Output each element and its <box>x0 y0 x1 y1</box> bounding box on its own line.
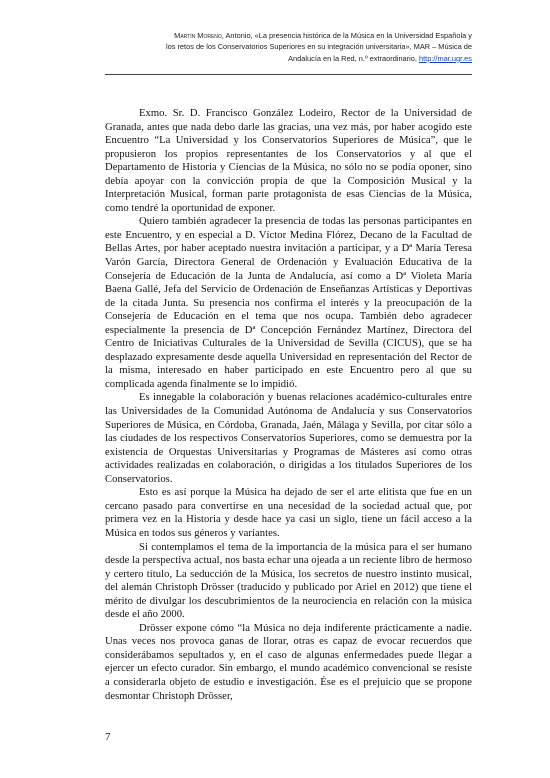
paragraph: Drösser expone cómo “la Música no deja indiferente prácticamente a nadie. Unas veces nos provoca ganas de llorar, otras es capaz de evocar recuerdos que considerábamos sepultados y, en el caso de algunas enfermedades puede llegar a ejercer un efecto curador. Sin embargo, el mundo académico convencional se resiste a considerarla objeto de estudio e investigación. Ése es el prejuicio que se propone desmontar Christoph Drösser, <box>105 622 472 702</box>
page-number: 7 <box>105 731 111 743</box>
header-line-1 <box>52 30 472 41</box>
header-line-2: los retos de los Conservatorios Superiores en su integración universitaria», MAR – Música de <box>165 42 472 52</box>
paragraph: Esto es así porque la Música ha dejado de ser el arte elitista que fue en un cercano pasado para convertirse en una necesidad de la sociedad actual que, por primera vez en la Historia y desde hace ya casi un siglo, tiene un fácil acceso a la Música en todos sus géneros y variantes. <box>105 487 472 539</box>
running-header <box>52 30 472 64</box>
header-line-1-text: , Antonio, «La presencia histórica de la Música en la Universidad Española y <box>221 31 472 40</box>
header-line-3-text: Andalucía en la Red, n.º extraordinario, <box>288 53 419 63</box>
paragraph: Quiero también agradecer la presencia de todas las personas participantes en este Encuentro, y en especial a D. Víctor Medina Flórez, Decano de la Facultad de Bellas Artes, por haber aceptado nuestra invitación a participar, y a Dª María Teresa Varón García, Directora General de Ordenación y Evaluación Educativa de la Consejería de Educación de la Junta de Andalucía, así como a Dª Violeta María Baena Gallé, Jefa del Servicio de Ordenación de Enseñanzas Artísticas y Deportivas de la citada Junta. Su presencia nos confirma el interés y la preocupación de la Consejería de Educación en el tema que nos ocupa. También debo agradecer especialmente la presencia de Dª Concepción Fernández Martínez, Directora del Centro de Iniciativas Culturales de la Universidad de Sevilla (CICUS), que se ha desplazado expresamente desde aquella Universidad en representación del Rector de la misma, interesado en haber participado en este Encuentro pero al que su complicada agenda finalmente se lo impidió. <box>105 216 472 390</box>
paragraph: Exmo. Sr. D. Francisco González Lodeiro, Rector de la Universidad de Granada, antes que nada debo darle las gracias, una vez más, por haber acogido este Encuentro “La Universidad y los Conservatorios Superiores de Música”, que le propusieron los propios representantes de los Conservatorios y al que el Departamento de Historia y Ciencias de la Música, no sólo no se podía oponer, sino debía apoyar con la convicción propia de que la Composición Musical y la Interpretación Musical, forman parte protagonista de esas Ciencias de la Música, como tendré la oportunidad de exponer. <box>105 108 472 214</box>
body-text <box>105 107 472 703</box>
header-author: Martín Moreno <box>174 31 222 40</box>
paragraph: Si contemplamos el tema de la importancia de la música para el ser humano desde la perspectiva actual, nos basta echar una ojeada a un reciente libro de hermoso y certero título, La seducción de la Música, los secretos de nuestro instinto musical, del alemán Christoph Drösser (traducido y publicado por Ariel en 2012) que tiene el mérito de divulgar los descubrimientos de la neurociencia en relación con la música desde el año 2000. <box>105 541 472 621</box>
journal-link[interactable]: http://mar.ugr.es <box>419 53 472 63</box>
header-line-3 <box>52 53 472 64</box>
header-rule <box>105 74 472 75</box>
paragraph: Es innegable la colaboración y buenas relaciones académico-culturales entre las Universidades de la Comunidad Autónoma de Andalucía y sus Conservatorios Superiores de Música, en Córdoba, Granada, Jaén, Málaga y Sevilla, por citar sólo a las ciudades de los respectivos Conservatorios Superiores, como se demuestra por la existencia de Orquestas Universitarias y Programas de Másteres así como otras actividades realizadas en colaboración, o dirigidas a los titulados Superiores de los Conservatorios. <box>105 392 472 485</box>
